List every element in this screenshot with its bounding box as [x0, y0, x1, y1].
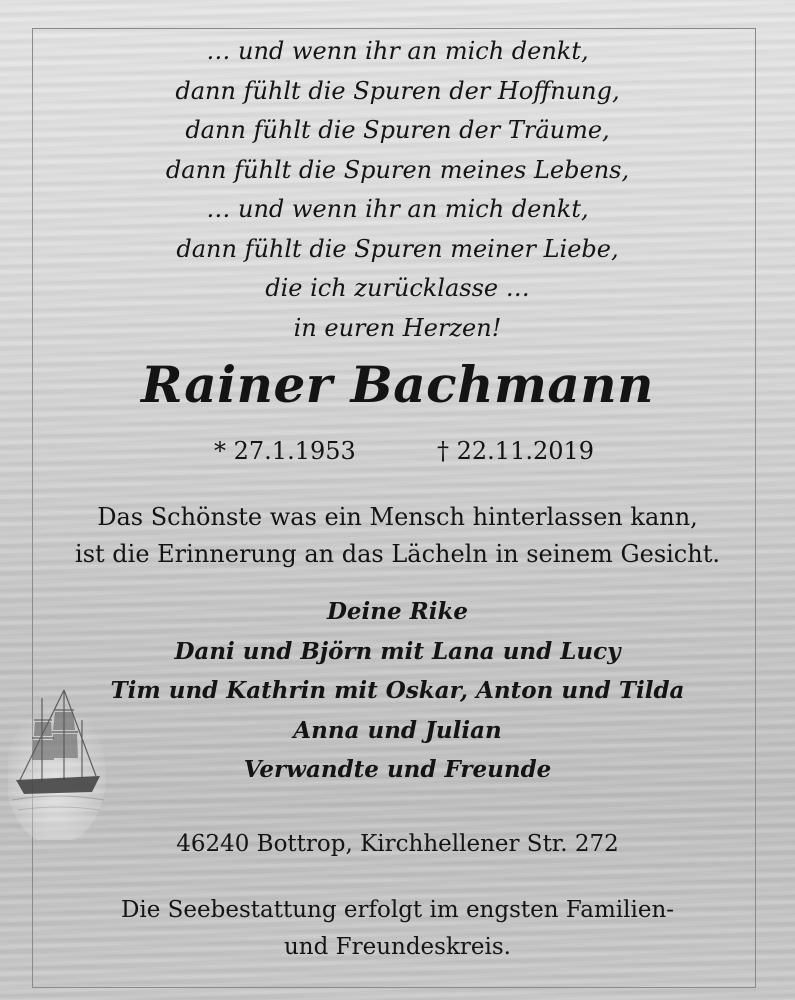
quote-line: ist die Erinnerung an das Lächeln in seinem Gesicht. [75, 540, 720, 568]
mourners-list [0, 592, 795, 790]
deceased-name: Rainer Bachmann [141, 355, 654, 414]
poem-line: dann fühlt die Spuren meines Lebens, [165, 155, 630, 184]
poem-line: dann fühlt die Spuren meiner Liebe, [176, 234, 619, 263]
mourner-line: Tim und Kathrin mit Oskar, Anton und Tilda [110, 677, 685, 704]
quote-line: Das Schönste was ein Mensch hinterlassen kann, [97, 503, 698, 531]
memorial-quote [0, 499, 795, 573]
burial-line: und Freundeskreis. [283, 934, 511, 960]
family-address: 46240 Bottrop, Kirchhellener Str. 272 [176, 831, 619, 857]
poem-block [0, 32, 795, 348]
mourner-line: Anna und Julian [293, 716, 502, 744]
birth-date: * 27.1.1953 [214, 437, 356, 465]
burial-line: Die Seebestattung erfolgt im engsten Familien- [120, 897, 675, 923]
burial-notice [0, 892, 795, 966]
poem-line: die ich zurücklasse … [265, 274, 530, 302]
mourner-line: Verwandte und Freunde [243, 756, 552, 783]
poem-line: in euren Herzen! [293, 313, 502, 342]
poem-line: … und wenn ihr an mich denkt, [206, 195, 589, 223]
poem-line: dann fühlt die Spuren der Hoffnung, [175, 76, 620, 105]
poem-line: dann fühlt die Spuren der Träume, [185, 116, 610, 144]
poem-line: … und wenn ihr an mich denkt, [206, 37, 589, 65]
mourner-line: Deine Rike [326, 598, 469, 625]
mourner-line: Dani und Björn mit Lana und Lucy [174, 637, 621, 665]
death-date: † 22.11.2019 [437, 437, 595, 465]
